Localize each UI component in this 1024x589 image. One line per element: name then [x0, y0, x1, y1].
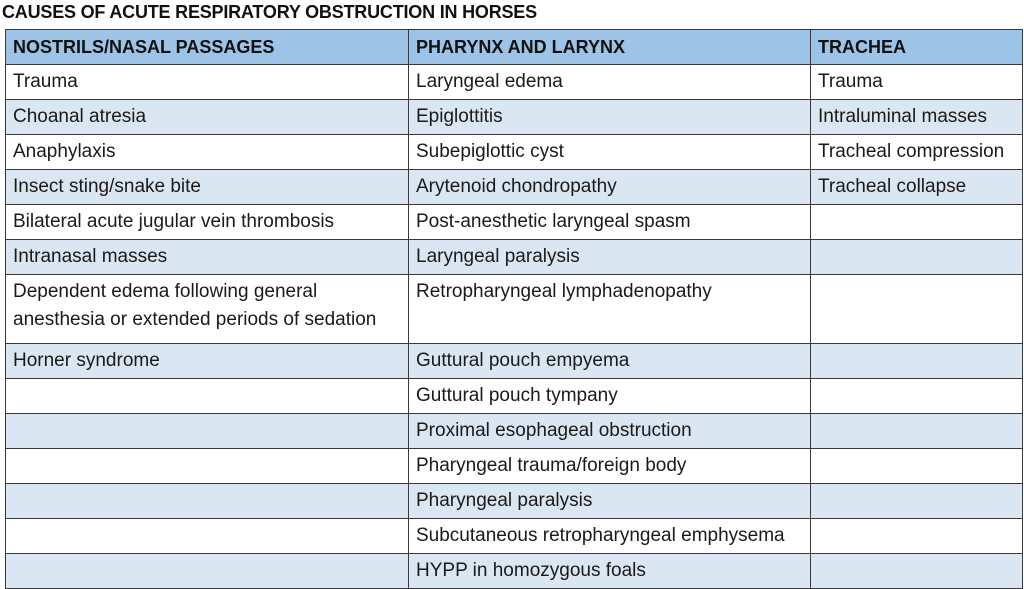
- table-cell: Intranasal masses: [6, 240, 409, 275]
- table-row: [6, 379, 1023, 414]
- table-cell: [811, 449, 1023, 484]
- table-cell: [811, 344, 1023, 379]
- table-cell: Subcutaneous retropharyngeal emphysema: [409, 519, 811, 554]
- table-row: [6, 65, 1023, 100]
- table-row: [6, 170, 1023, 205]
- table-cell: Trauma: [811, 65, 1023, 100]
- table-cell: [811, 484, 1023, 519]
- table-cell: [811, 414, 1023, 449]
- table-cell: Bilateral acute jugular vein thrombosis: [6, 205, 409, 240]
- table-cell: Guttural pouch tympany: [409, 379, 811, 414]
- table-row: [6, 344, 1023, 379]
- table-cell: Subepiglottic cyst: [409, 135, 811, 170]
- column-header-trachea: TRACHEA: [811, 30, 1023, 65]
- table-cell: [6, 554, 409, 589]
- column-header-pharynx: PHARYNX AND LARYNX: [409, 30, 811, 65]
- causes-table: [5, 29, 1023, 589]
- table-cell: [6, 414, 409, 449]
- table-cell: Laryngeal edema: [409, 65, 811, 100]
- table-cell: Intraluminal masses: [811, 100, 1023, 135]
- table-row: [6, 240, 1023, 275]
- table-cell: [811, 379, 1023, 414]
- table-cell: [811, 205, 1023, 240]
- table-cell: [811, 519, 1023, 554]
- table-cell: Tracheal collapse: [811, 170, 1023, 205]
- table-cell: [811, 240, 1023, 275]
- table-cell: Guttural pouch empyema: [409, 344, 811, 379]
- table-row: [6, 519, 1023, 554]
- table-row: [6, 275, 1023, 344]
- table-cell: [811, 554, 1023, 589]
- table-cell: Tracheal compression: [811, 135, 1023, 170]
- table-cell: Dependent edema following general anesthesia or extended periods of sedation: [6, 275, 409, 344]
- table-cell: Retropharyngeal lymphadenopathy: [409, 275, 811, 344]
- table-row: [6, 135, 1023, 170]
- table-cell: Horner syndrome: [6, 344, 409, 379]
- table-row: [6, 414, 1023, 449]
- table-cell: Insect sting/snake bite: [6, 170, 409, 205]
- table-cell: Choanal atresia: [6, 100, 409, 135]
- page-title: CAUSES OF ACUTE RESPIRATORY OBSTRUCTION IN HORSES: [2, 2, 537, 22]
- table-row: [6, 205, 1023, 240]
- column-header-nostrils: NOSTRILS/NASAL PASSAGES: [6, 30, 409, 65]
- table-cell: Epiglottitis: [409, 100, 811, 135]
- table-cell: Laryngeal paralysis: [409, 240, 811, 275]
- table-cell: Arytenoid chondropathy: [409, 170, 811, 205]
- table-cell: Trauma: [6, 65, 409, 100]
- table-cell: [6, 379, 409, 414]
- table-cell: [6, 449, 409, 484]
- table-row: [6, 449, 1023, 484]
- table-cell: Post-anesthetic laryngeal spasm: [409, 205, 811, 240]
- table-cell: [811, 275, 1023, 344]
- table-cell: Pharyngeal trauma/foreign body: [409, 449, 811, 484]
- table-row: [6, 100, 1023, 135]
- table-cell: [6, 484, 409, 519]
- table-row: [6, 484, 1023, 519]
- table-cell: Pharyngeal paralysis: [409, 484, 811, 519]
- table-cell: Anaphylaxis: [6, 135, 409, 170]
- header-row: [6, 30, 1023, 65]
- table-cell: HYPP in homozygous foals: [409, 554, 811, 589]
- table-cell: Proximal esophageal obstruction: [409, 414, 811, 449]
- table-row: [6, 554, 1023, 589]
- table-cell: [6, 519, 409, 554]
